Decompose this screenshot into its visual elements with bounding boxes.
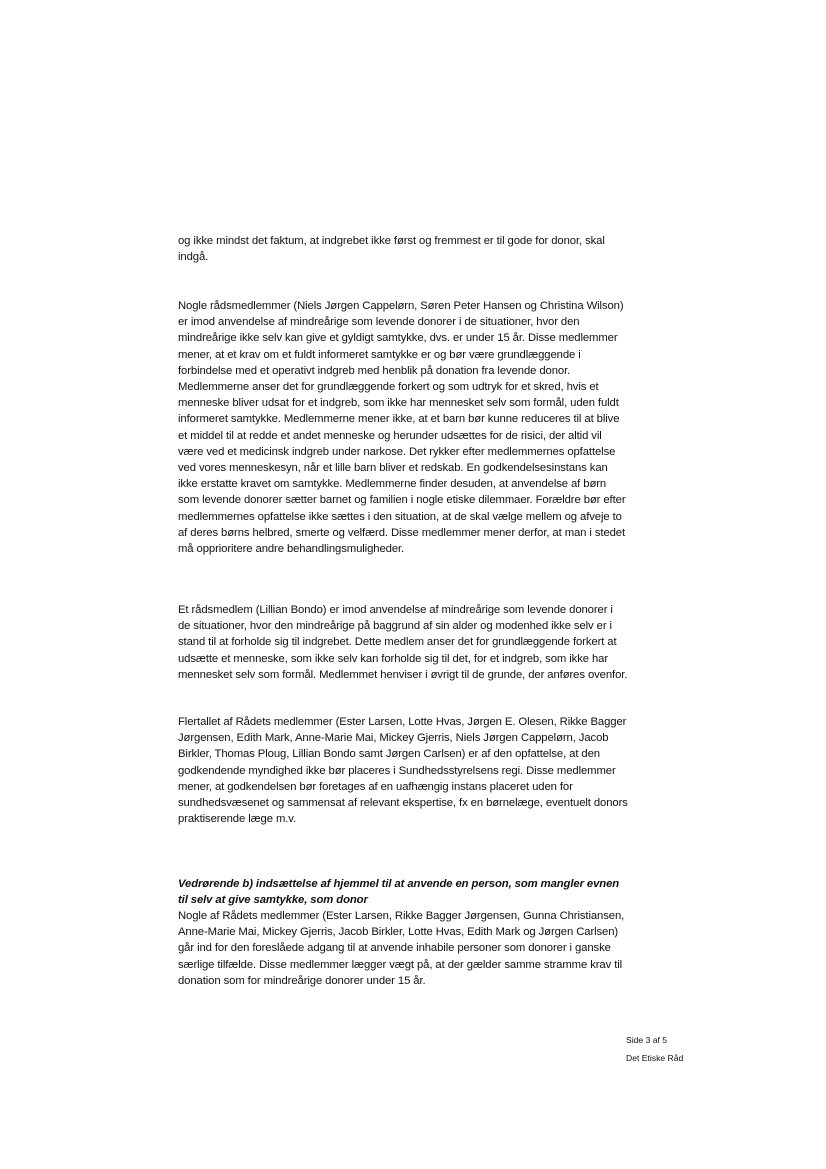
- paragraph-minority-view: Nogle rådsmedlemmer (Niels Jørgen Cappelørn, Søren Peter Hansen og Christina Wilson) er imod anvendelse af mindreårige som levende donorer i de situationer, hvor den mindreårige ikke selv kan give et gyldigt samtykke, dvs. er under 15 år. Disse medlemmer mener, at et krav om et fuldt informeret samtykke er og bør være grundlæggende i forbindelse med et operativt indgreb med henblik på donation fra levende donor. Medlemmerne anser det for grundlæggende forkert og som udtryk for et skred, hvis et menneske bliver udsat for et indgreb, som ikke har mennesket selv som formål, uden fuldt informeret samtykke. Medlemmerne mener ikke, at et barn bør kunne reduceres til at blive et middel til at redde et andet menneske og herunder udsættes for de risici, der altid vil være ved et medicinsk indgreb under narkose. Det rykker efter medlemmernes opfattelse ved vores menneskesyn, når et lille barn bliver et redskab. En godkendelsesinstans kan ikke erstatte kravet om samtykke. Medlemmerne finder desuden, at anvendelse af børn som levende donorer sætter barnet og familien i nogle etiske dilemmaer. Forældre bør efter medlemmernes opfattelse ikke sættes i den situation, at de skal vælge mellem og afveje to af deres børns helbred, smerte og velfærd. Disse medlemmer mener derfor, at man i stedet må opprioritere andre behandlingsmuligheder.: [178, 300, 626, 556]
- paragraph-section-b: Nogle af Rådets medlemmer (Ester Larsen, Rikke Bagger Jørgensen, Gunna Christiansen, Anne-Marie Mai, Mickey Gjerris, Jacob Birkler, Lotte Hvas, Edith Mark og Jørgen Carlsen) går ind for den foreslåede adgang til at anvende inhabile personer som donorer i ganske særlige tilfælde. Disse medlemmer lægger vægt på, at der gælder samme stramme krav til donation som for mindreårige donorer under 15 år.: [178, 910, 625, 987]
- paragraph-intro-end: og ikke mindst det faktum, at indgrebet ikke først og fremmest er til gode for donor, skal indgå.: [178, 235, 605, 264]
- section-b-heading: Vedrørende b) indsættelse af hjemmel til at anvende en person, som mangler evnen til selv at give samtykke, som donor: [178, 878, 620, 907]
- footer-organization: Det Etiske Råd: [626, 1053, 684, 1063]
- paragraph-majority-view: Flertallet af Rådets medlemmer (Ester Larsen, Lotte Hvas, Jørgen E. Olesen, Rikke Bagger Jørgensen, Edith Mark, Anne-Marie Mai, Mickey Gjerris, Niels Jørgen Cappelørn, Jacob Birkler, Thomas Ploug, Lillian Bondo samt Jørgen Carlsen) er af den opfattelse, at den godkendende myndighed ikke bør placeres i Sundhedsstyrelsens regi. Disse medlemmer mener, at godkendelsen bør foretages af en uafhængig instans placeret uden for sundhedsvæsenet og sammensat af relevant ekspertise, fx en børnelæge, eventuelt donors praktiserende læge m.v.: [178, 716, 628, 826]
- paragraph-single-member: Et rådsmedlem (Lillian Bondo) er imod anvendelse af mindreårige som levende donorer i de situationer, hvor den mindreårige på baggrund af sin alder og modenhed ikke selv er i stand til at forholde sig til indgrebet. Dette medlem anser det for grundlæggende forkert at udsætte et menneske, som ikke selv kan forholde sig til det, for et indgreb, som ikke har mennesket selv som formål. Medlemmet henviser i øvrigt til de grunde, der anføres ovenfor.: [178, 604, 628, 681]
- footer-page-number: Side 3 af 5: [626, 1035, 668, 1045]
